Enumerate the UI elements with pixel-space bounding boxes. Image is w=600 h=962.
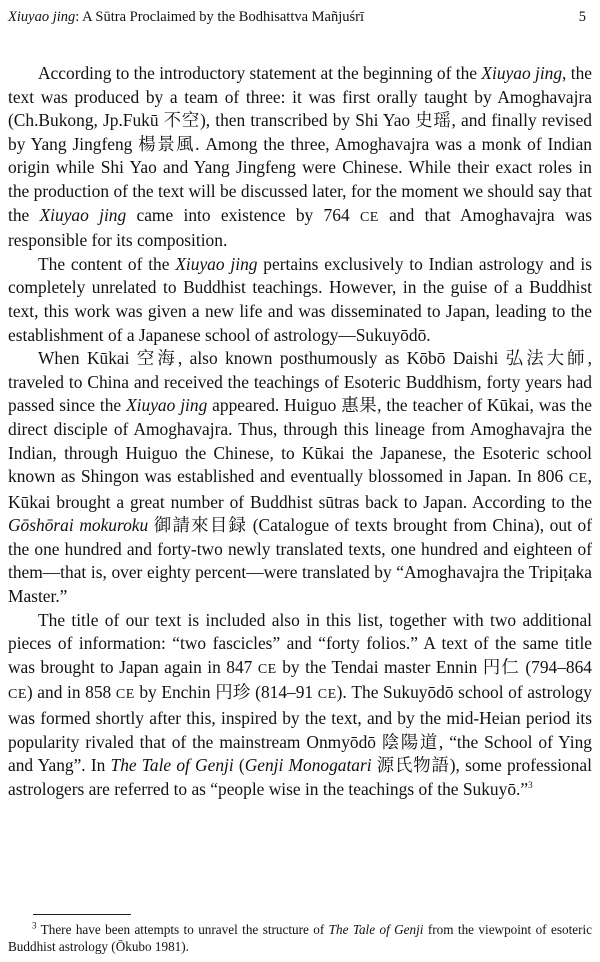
text-run: , the text was produced by a team of three: it was first orally taught by Amoghavajra (Ch.Bukong, Jp.Fukū 不空), then transcribed by Shi Yao 史瑶, and finally revised by Yang Jingfeng 楊景風. Among the three, Amoghavajra was a monk of Indian origin while Shi Yao and Yang Jingfeng were Chinese. While their exact roles in the production of the text will be discussed later, for the moment we should say that the (8, 63, 592, 225)
era-abbrev: CE (317, 687, 337, 703)
italic-title: The Tale of Genji (328, 922, 424, 937)
text-run: When Kūkai 空海, also known posthumously as Kōbō Daishi 弘法大師, traveled to China and received the teachings of Esoteric Buddhism, forty years had passed since the (8, 348, 592, 416)
footnote-reference[interactable]: 3 (528, 780, 533, 791)
italic-title: Gōshōrai mokuroku (8, 515, 149, 536)
running-title (8, 8, 364, 26)
paragraph-2 (8, 253, 592, 347)
era-abbrev: CE (257, 661, 277, 677)
text-run: pertains exclusively to Indian astrology and is completely unrelated to Buddhist teachings. However, in the guise of a Buddhist text, this work was given a new life and was disseminated to Japan, leading to the establishment of a Japanese school of astrology—Sukuyōdō. (8, 253, 592, 345)
text-run: 御請來目録 (Catalogue of texts brought from China), out of the one hundred and forty-two newly translated texts, one hundred and eighteen of them—that is, over eighty percent—were translated by “Amoghavajra the Tripiṭaka Master.” (8, 515, 592, 607)
text-run: There have been attempts to unravel the structure of (36, 922, 329, 937)
footnote-3 (8, 921, 592, 955)
footnote (8, 921, 592, 955)
italic-title: The Tale of Genji (110, 755, 234, 776)
italic-title: Genji Monogatari (244, 755, 372, 776)
text-run: appeared. Huiguo 惠果, the teacher of Kūkai, was the direct disciple of Amoghavajra. Thus, through this lineage from Amoghavajra the Indian, through Huiguo the Chinese, to Kūkai the Japanese, the Esoteric school known as Shingon was established and eventually blossomed in Japan. In 806 (8, 395, 592, 487)
running-header (8, 8, 586, 26)
paragraph-1 (8, 62, 592, 253)
italic-title: Xiuyao jing (481, 63, 563, 83)
era-abbrev: CE (359, 209, 379, 225)
running-title-italic: Xiuyao jing (8, 9, 76, 25)
text-run: by the Tendai master Ennin 円仁 (794–864 (276, 656, 592, 677)
text-run: ( (233, 755, 245, 776)
page-number: 5 (578, 9, 586, 25)
text-run: ). The Sukuyōdō school of astrology was formed shortly after this, inspired by the text, and by the mid-Heian period its popularity rivaled that of the mainstream Onmyōdō 陰陽道, “the School of Ying and Yang”. In (8, 682, 593, 776)
footnote-marker: 3 (32, 920, 37, 931)
text-run: The title of our text is included also in this list, together with two additional pieces of information: “two fascicles” and “forty folios.” A text of the same title was brought to Japan again in 847 (8, 609, 592, 677)
italic-title: Xiuyao jing (175, 253, 258, 274)
italic-title: Xiuyao jing (39, 204, 127, 225)
paragraph-4 (8, 609, 592, 802)
running-title-rest: : A Sūtra Proclaimed by the Bodhisattva Mañjuśrī (75, 9, 365, 25)
text-run: and that Amoghavajra was responsible for its composition. (8, 204, 592, 251)
era-abbrev: CE (8, 687, 27, 703)
footnote-divider (33, 914, 131, 915)
text-run: The content of the (38, 253, 176, 274)
text-run: came into existence by 764 (126, 204, 360, 225)
text-run: by Enchin 円珍 (814–91 (134, 682, 318, 703)
text-run: from the viewpoint of esoteric Buddhist astrology (Ōkubo 1981). (8, 922, 592, 954)
text-run: 源氏物語), some professional astrologers are referred to as “people wise in the teachings of the Sukuyō.” (8, 755, 592, 799)
era-abbrev: CE (115, 687, 135, 703)
text-run: , Kūkai brought a great number of Buddhist sūtras back to Japan. According to the (8, 466, 592, 512)
italic-title: Xiuyao jing (126, 395, 208, 416)
era-abbrev: CE (568, 471, 588, 487)
main-text (8, 62, 592, 801)
text-run: According to the introductory statement at the beginning of the (38, 63, 482, 83)
text-run: ) and in 858 (26, 682, 116, 703)
paragraph-3 (8, 347, 592, 609)
